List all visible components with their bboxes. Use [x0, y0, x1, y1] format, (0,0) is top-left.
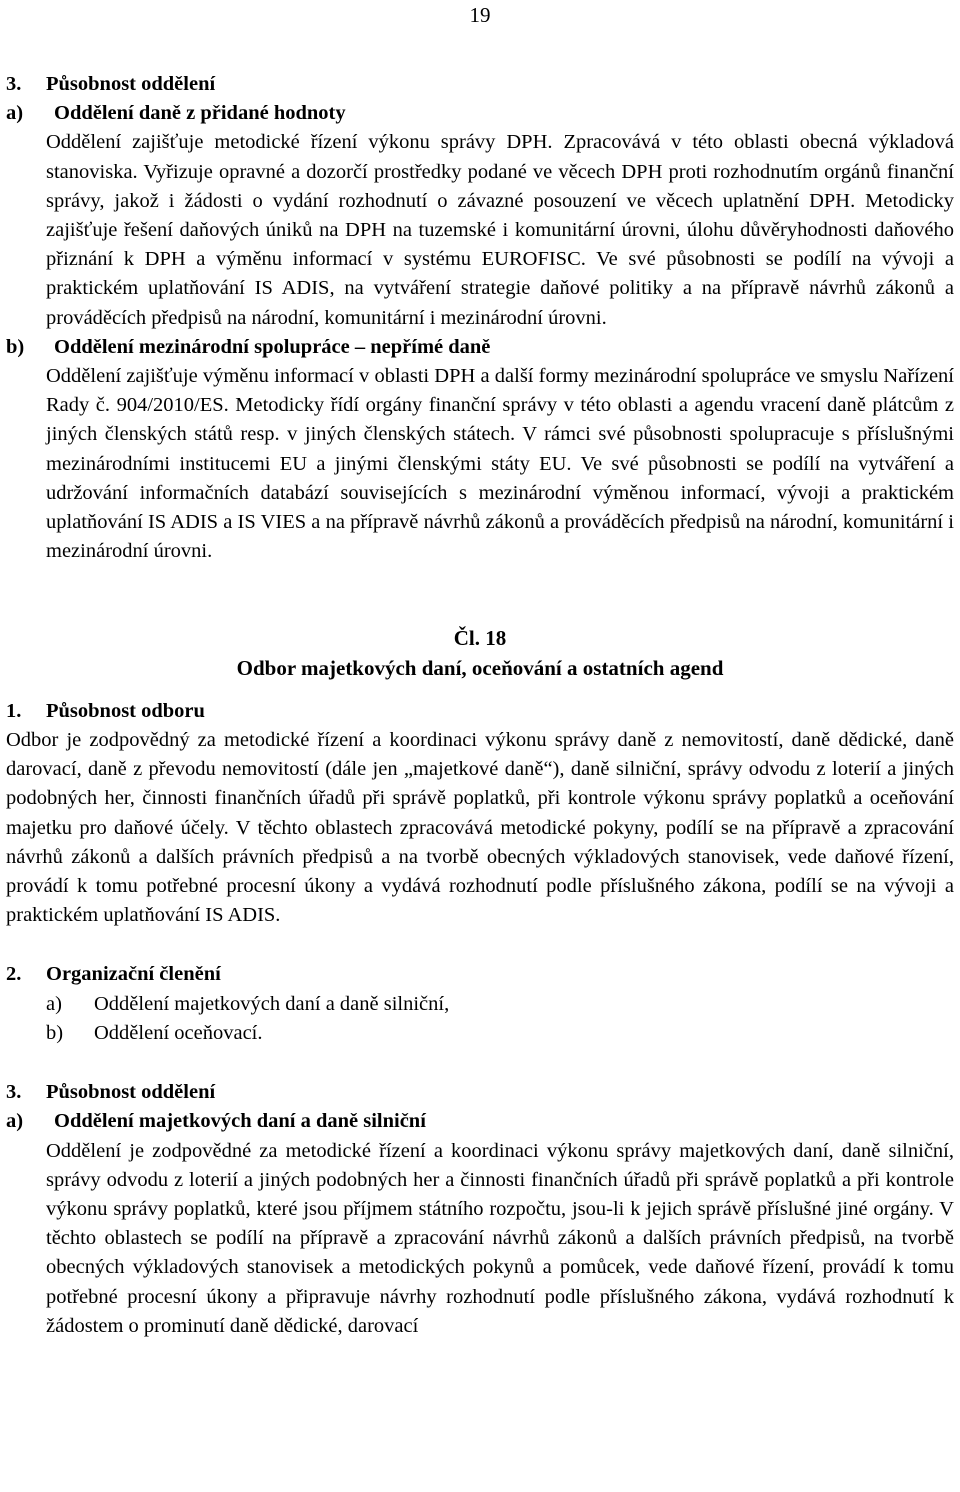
paragraph-property-taxes-department: Oddělení je zodpovědné za metodické řízení a koordinaci výkonu správy majetkových daní, daně silniční, správy odvodu z loterií a jiných podobných her a činnosti finančních úřadů při správě poplatků a při kontrole výkonu správy poplatků, které jsou příjmem státního rozpočtu, jsou-li k jejich správě příslušné jiné orgány. V těchto oblastech se podílí na přípravě a zpracování návrhů zákonů a dalších právních předpisů, na tvorbě obecných výkladových stanovisek a metodických pokynů a pomůcek, vede daňové řízení, provádí k tomu potřebné procesní úkony a připravuje návrhy rozhodnutí podle příslušného zákona, vydává rozhodnutí k žádostem o prominutí daně dědické, darovací	[46, 1139, 954, 1337]
list-item-letter: a)	[46, 992, 62, 1015]
page-number: 19	[469, 3, 491, 27]
heading-number: 1.	[6, 699, 22, 722]
heading-title: Působnost odboru	[46, 699, 205, 722]
heading-number: 3.	[6, 73, 22, 95]
heading-title: Působnost oddělení	[46, 1081, 216, 1104]
subheading-a	[0, 99, 960, 128]
heading-title: Působnost oddělení	[46, 73, 216, 95]
list-item-text: Oddělení majetkových daní a daně silniční,	[94, 992, 450, 1015]
heading-title: Organizační členění	[46, 963, 221, 986]
subheading-letter: a)	[6, 102, 24, 125]
paragraph-department-scope: Odbor je zodpovědný za metodické řízení a koordinaci výkonu správy daně z nemovitostí, daně dědické, daně darovací, daně z převodu nemovitostí (dále jen „majetkové daně“), daně silniční, správy odvodu z loterií a jiných podobných her, činnosti finančních úřadů při správě poplatků, při kontrole výkonu správy poplatků a oceňování majetku pro daňové účely. V těchto oblastech zpracovává metodické pokyny, podílí se na přípravě a zpracování návrhů zákonů a dalších právních předpisů a na tvorbě obecných výkladových stanovisek, vede daňové řízení, provádí k tomu potřebné procesní úkony a vydává rozhodnutí podle příslušného zákona, podílí se na vývoji a praktickém uplatňování IS ADIS.	[6, 729, 954, 927]
section-heading-3b	[0, 1078, 960, 1107]
subheading-letter: b)	[6, 335, 25, 358]
article-title: Odbor majetkových daní, oceňování a ostatních agend	[236, 655, 724, 680]
section-heading-2	[0, 960, 960, 989]
list-item-letter: b)	[46, 1021, 64, 1044]
list-item	[0, 990, 960, 1019]
section-heading-3	[0, 70, 960, 99]
heading-number: 2.	[6, 963, 22, 986]
subheading-b	[0, 333, 960, 362]
subheading-title: Oddělení majetkových daní a daně silniční	[54, 1110, 426, 1133]
subheading-a	[0, 1107, 960, 1136]
article-number: Čl. 18	[453, 626, 507, 651]
subheading-title: Oddělení daně z přidané hodnoty	[54, 102, 346, 125]
list-item	[0, 1019, 960, 1048]
paragraph-vat-department: Oddělení zajišťuje metodické řízení výkonu správy DPH. Zpracovává v této oblasti obecná výkladová stanoviska. Vyřizuje opravné a dozorčí prostředky podané ve věcech DPH proti rozhodnutím orgánů finanční správy, jakož i žádosti o vydání rozhodnutí o závazné posouzení ve věcech uplatnění DPH. Metodicky zajišťuje řešení daňových úniků na DPH na tuzemské i komunitární úrovni, úlohu důvěryhodnosti daňového přiznání k DPH a výměnu informací v systému EUROFISC. Ve své působnosti se podílí na vývoji a praktickém uplatňování IS ADIS, na vytváření strategie daňové politiky a na přípravě návrhů zákonů a prováděcích předpisů na národní, komunitární i mezinárodní úrovni.	[46, 131, 954, 329]
subheading-title: Oddělení mezinárodní spolupráce – nepřímé daně	[54, 335, 491, 358]
heading-number: 3.	[6, 1081, 22, 1104]
list-item-text: Oddělení oceňovací.	[94, 1021, 263, 1044]
subheading-letter: a)	[6, 1110, 24, 1133]
paragraph-international-cooperation: Oddělení zajišťuje výměnu informací v oblasti DPH a další formy mezinárodní spolupráce ve smyslu Nařízení Rady č. 904/2010/ES. Metodicky řídí orgány finanční správy v této oblasti a agendu vracení daně plátcům z jiných členských států resp. v jiných členských státech. V rámci své působnosti spolupracuje s příslušnými mezinárodními institucemi EU a jinými členskými státy EU. Ve své působnosti se podílí na vytváření a udržování informačních databází souvisejících s mezinárodní výměnou informací, vývoji a praktickém uplatňování IS ADIS a IS VIES a na přípravě návrhů zákonů a prováděcích předpisů na národní, komunitární i mezinárodní úrovni.	[46, 365, 954, 563]
section-heading-1	[0, 697, 960, 726]
document-body	[0, 70, 960, 1341]
